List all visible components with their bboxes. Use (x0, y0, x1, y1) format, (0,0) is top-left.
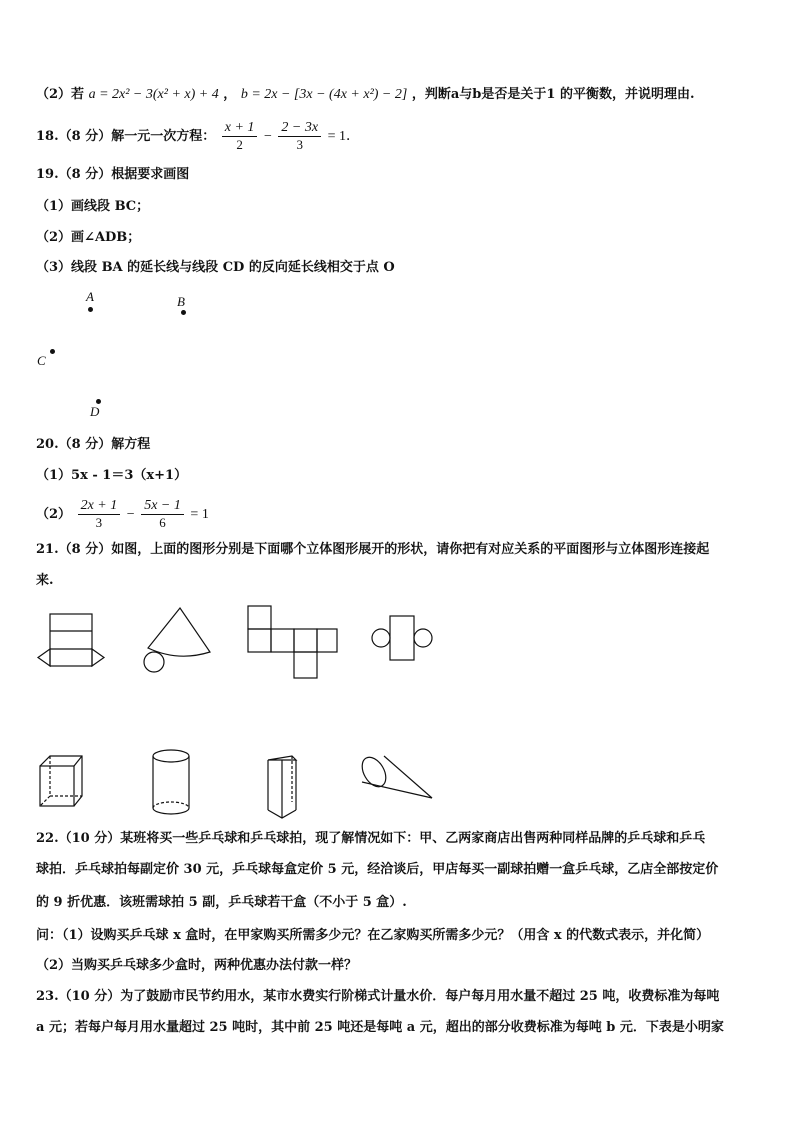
q18-frac2-denominator: 3 (296, 137, 303, 152)
q20-part1: （1）5x - 1＝3（x+1） (36, 468, 188, 483)
q18-fraction-2 (278, 120, 321, 153)
cube-solid-figure (36, 752, 86, 810)
q22-line3: 的 9 折优惠．该班需球拍 5 副，乒乓球若干盒（不小于 5 盒）. (36, 895, 407, 910)
prism-net-figure (36, 612, 116, 672)
point-b-label: B (177, 294, 185, 309)
q18-line (36, 120, 360, 153)
point-a-label: A (86, 289, 94, 304)
q20-part2-line (36, 498, 209, 531)
q20-fraction-1 (78, 498, 121, 531)
q17-part2-line (36, 86, 694, 104)
point-d-label: D (90, 404, 100, 419)
q19-title: 19.（8 分）根据要求画图 (36, 167, 190, 182)
q20-part2-label: （2） (36, 507, 72, 522)
q21-line1: 21.（8 分）如图，上面的图形分别是下面哪个立体图形展开的形状，请你把有对应关系的平面图形与立体图形连接起 (36, 542, 710, 557)
q20-minus: − (126, 507, 135, 522)
q19-part3: （3）线段 BA 的延长线与线段 CD 的反向延长线相交于点 O (36, 260, 395, 275)
q19-part1: （1）画线段 BC； (36, 199, 150, 214)
q17-tail: ，判断a与b是否是关于1 的平衡数，并说明理由. (411, 87, 695, 102)
q22-line1: 22.（10 分）某班将买一些乒乓球和乒乓球拍，现了解情况如下：甲、乙两家商店出售两种同样品牌的乒乓球和乒乓 (36, 831, 706, 846)
q17-part-label: （2）若 (36, 87, 85, 102)
q20-frac1-denominator: 3 (95, 515, 103, 530)
cone-solid-figure (358, 752, 438, 802)
q18-frac1-numerator: x + 1 (222, 120, 258, 137)
point-c-dot (50, 349, 55, 354)
q23-line2: a 元；若每户每月用水量超过 25 吨时，其中前 25 吨还是每吨 a 元，超出的部分收费标准为每吨 b 元．下表是小明家 (36, 1020, 724, 1035)
q17-sep: ， (223, 87, 237, 102)
cone-net-figure (140, 604, 220, 676)
cylinder-net-figure (368, 614, 438, 662)
q22-line5: （2）当购买乒乓球多少盒时，两种优惠办法付款一样？ (36, 958, 358, 973)
q20-frac2-numerator: 5x − 1 (141, 498, 184, 515)
q18-prefix: 18.（8 分）解一元一次方程： (36, 129, 216, 144)
q17-expr-b: b = 2x − [3x − (4x + x²) − 2] (240, 87, 408, 102)
point-b-dot (181, 310, 186, 315)
q20-frac2-denominator: 6 (159, 515, 166, 530)
q20-rhs: = 1 (190, 507, 209, 522)
q20-frac1-numerator: 2x + 1 (78, 498, 121, 515)
q18-frac2-numerator: 2 − 3x (278, 120, 321, 137)
point-c-label: C (37, 353, 46, 368)
q21-line2: 来. (36, 573, 54, 588)
q20-fraction-2 (141, 498, 184, 531)
cube-net-figure (246, 604, 340, 680)
q18-minus: − (263, 129, 272, 144)
point-d-dot (96, 399, 101, 404)
cylinder-solid-figure (150, 748, 192, 818)
q18-fraction-1 (222, 120, 258, 153)
q22-line4: 问：（1）设购买乒乓球 x 盒时，在甲家购买所需多少元？在乙家购买所需多少元？（用含 x 的代数式表示，并化简） (36, 928, 710, 943)
q23-line1: 23.（10 分）为了鼓励市民节约用水，某市水费实行阶梯式计量水价．每户每月用水量不超过 25 吨，收费标准为每吨 (36, 989, 720, 1004)
q17-expr-a: a = 2x² − 3(x² + x) + 4 (88, 87, 219, 102)
q18-frac1-denominator: 2 (236, 137, 243, 152)
q19-part2: （2）画∠ADB； (36, 230, 141, 245)
q22-line2: 球拍．乒乓球拍每副定价 30 元，乒乓球每盒定价 5 元，经洽谈后，甲店每买一副球拍赠一盒乒乓球，乙店全部按定价 (36, 862, 719, 877)
prism-solid-figure (262, 752, 302, 822)
point-a-dot (88, 307, 93, 312)
q20-title: 20.（8 分）解方程 (36, 437, 151, 452)
q18-rhs: = 1． (327, 129, 360, 144)
